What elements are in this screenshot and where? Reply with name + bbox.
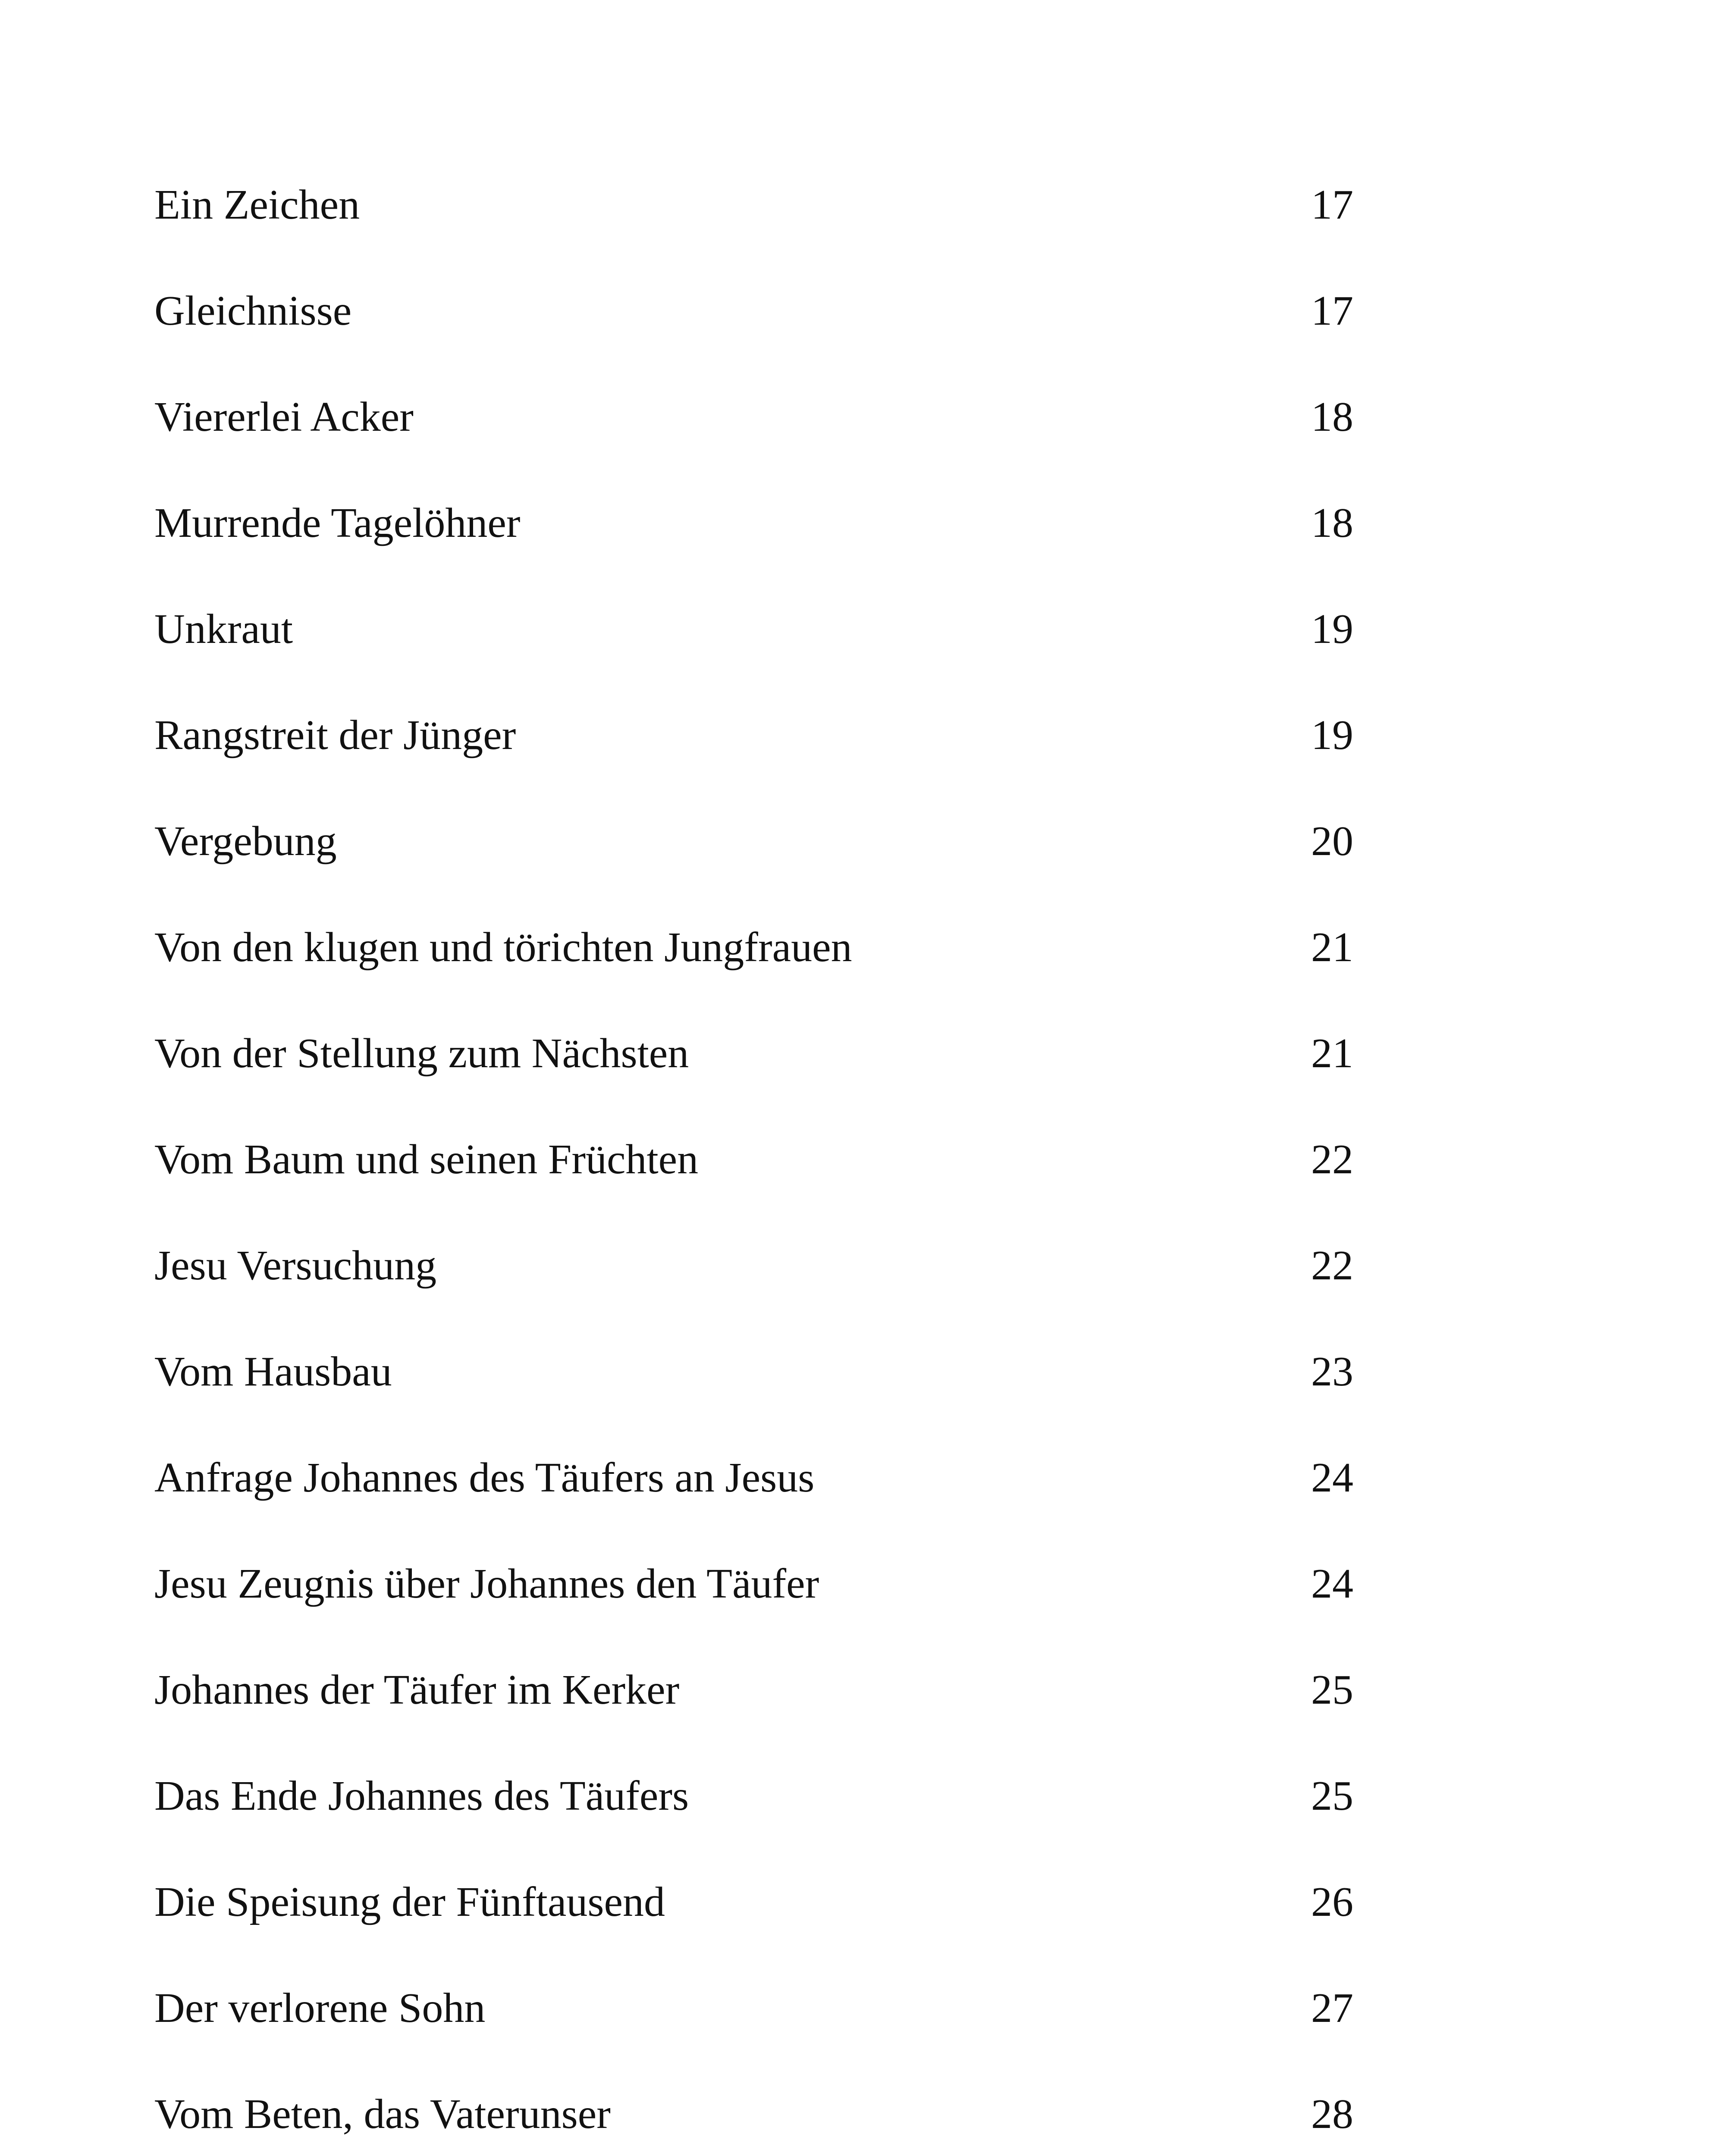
- toc-entry-title: Rangstreit der Jünger: [154, 712, 516, 758]
- toc-entry-title: Anfrage Johannes des Täufers an Jesus: [154, 1454, 815, 1501]
- toc-entry-title: Vom Baum und seinen Früchten: [154, 1136, 699, 1183]
- toc-entry: [154, 705, 1353, 811]
- toc-entry-title: Murrende Tagelöhner: [154, 500, 521, 546]
- toc-entry-title: Vergebung: [154, 818, 337, 865]
- toc-entry-title: Viererlei Acker: [154, 394, 414, 440]
- toc-entry-page-number: 26: [1311, 1879, 1353, 1925]
- toc-entry-title: Von der Stellung zum Nächsten: [154, 1030, 689, 1077]
- toc-entry-title: Der verlorene Sohn: [154, 1985, 486, 2031]
- toc-entry-title: Jesu Zeugnis über Johannes den Täufer: [154, 1561, 819, 1607]
- toc-entry: [154, 1235, 1353, 1341]
- toc-entry-page-number: 19: [1311, 606, 1353, 652]
- toc-entry: [154, 599, 1353, 705]
- toc-entry: [154, 175, 1353, 281]
- toc-entry-page-number: 24: [1311, 1561, 1353, 1607]
- toc-entry-page-number: 23: [1311, 1348, 1353, 1395]
- toc-entry-page-number: 19: [1311, 712, 1353, 758]
- toc-entry-title: Unkraut: [154, 606, 293, 652]
- toc-entry-page-number: 25: [1311, 1773, 1353, 1819]
- toc-entry-page-number: 28: [1311, 2091, 1353, 2137]
- toc-entry: [154, 1660, 1353, 1766]
- toc-entry-page-number: 17: [1311, 182, 1353, 228]
- toc-entry: [154, 281, 1353, 387]
- toc-entry-title: Von den klugen und törichten Jungfrauen: [154, 924, 852, 971]
- toc-entry: [154, 917, 1353, 1023]
- toc-entry-title: Vom Hausbau: [154, 1348, 392, 1395]
- toc-entry-page-number: 22: [1311, 1136, 1353, 1183]
- toc-entry-title: Jesu Versuchung: [154, 1242, 437, 1289]
- toc-entry-title: Johannes der Täufer im Kerker: [154, 1667, 680, 1713]
- toc-entry-title: Vom Beten, das Vaterunser: [154, 2091, 611, 2137]
- toc-entry-page-number: 18: [1311, 394, 1353, 440]
- toc-entry-page-number: 25: [1311, 1667, 1353, 1713]
- toc-entry-page-number: 18: [1311, 500, 1353, 546]
- toc-entry-page-number: 22: [1311, 1242, 1353, 1289]
- toc-entry-page-number: 17: [1311, 288, 1353, 334]
- toc-entry-title: Ein Zeichen: [154, 182, 360, 228]
- toc-entry: [154, 1129, 1353, 1235]
- toc-entry-page-number: 24: [1311, 1454, 1353, 1501]
- toc-entry: [154, 811, 1353, 917]
- toc-entry-page-number: 27: [1311, 1985, 1353, 2031]
- table-of-contents: [154, 175, 1353, 2156]
- toc-entry: [154, 1872, 1353, 1978]
- toc-entry: [154, 1766, 1353, 1872]
- toc-entry: [154, 1023, 1353, 1129]
- toc-entry: [154, 493, 1353, 599]
- toc-entry: [154, 1448, 1353, 1554]
- toc-entry-page-number: 21: [1311, 1030, 1353, 1077]
- toc-entry: [154, 387, 1353, 493]
- toc-entry-title: Gleichnisse: [154, 288, 352, 334]
- toc-entry-page-number: 20: [1311, 818, 1353, 865]
- toc-entry: [154, 1978, 1353, 2084]
- toc-entry: [154, 2084, 1353, 2156]
- toc-entry-title: Das Ende Johannes des Täufers: [154, 1773, 689, 1819]
- toc-entry: [154, 1341, 1353, 1448]
- toc-entry-title: Die Speisung der Fünftausend: [154, 1879, 665, 1925]
- toc-entry-page-number: 21: [1311, 924, 1353, 971]
- toc-entry: [154, 1554, 1353, 1660]
